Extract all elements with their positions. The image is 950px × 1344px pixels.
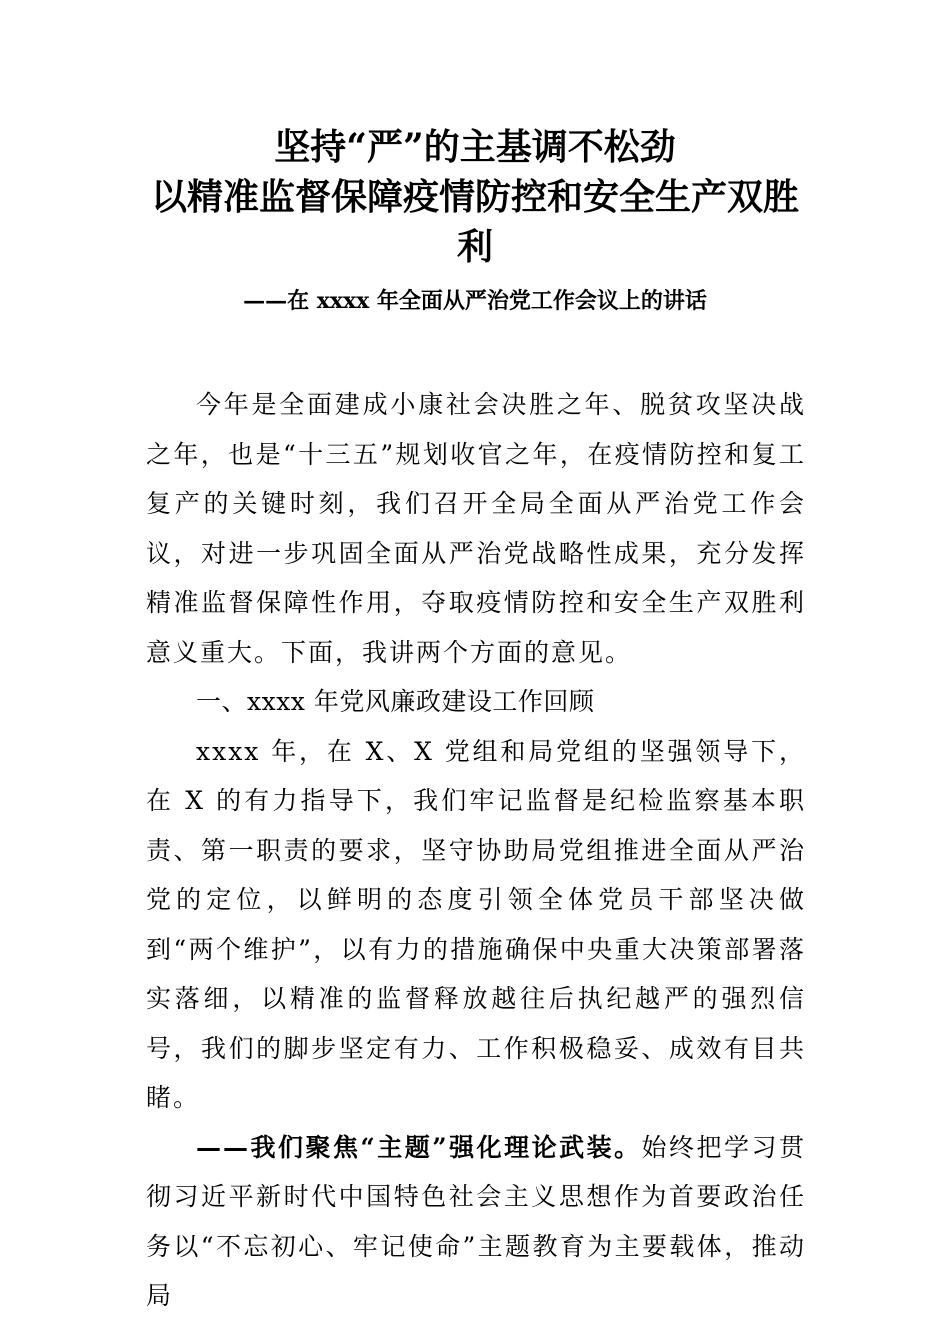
section1-paragraph-1: xxxx 年，在 X、X 党组和局党组的坚强领导下，在 X 的有力指导下，我们牢记监督是纪检监察基本职责、第一职责的要求，坚守协助局党组推进全面从严治党的定位，以鲜明的态度引领全体党员干部坚决做到“两个维护”，以有力的措施确保中央重大决策部署落实落细，以精准的监督释放越往后执纪越严的强烈信号，我们的脚步坚定有力、工作积极稳妥、成效有目共睹。 [146,736,806,1112]
title-line-2: 以精准监督保障疫情防控和安全生产双胜 [150,176,799,218]
section1-paragraph-2 [146,1123,806,1321]
title-line-1: 坚持“严”的主基调不松劲 [274,126,676,168]
subtitle: ——在 xxxx 年全面从严治党工作会议上的讲话 [243,288,707,314]
intro-paragraph: 今年是全面建成小康社会决胜之年、脱贫攻坚决战之年，也是“十三五”规划收官之年，在疫情防控和复工复产的关键时刻，我们召开全局全面从严治党工作会议，对进一步巩固全面从严治党战略性成果，充分发挥精准监督保障性作用，夺取疫情防控和安全生产双胜利意义重大。下面，我讲两个方面的意见。 [146,390,806,667]
section-heading-1: 一、xxxx 年党风廉政建设工作回顾 [196,687,595,716]
title-line-3: 利 [456,226,493,268]
title-block [140,122,810,318]
body-text [146,380,806,1321]
paragraph-text: 始终把学习贯彻习近平新时代中国特色社会主义思想作为首要政治任务以“不忘初心、牢记使命”主题教育为主要载体，推动局 [146,1132,806,1310]
paragraph-lead: ——我们聚焦“主题”强化理论武装。 [196,1132,642,1162]
